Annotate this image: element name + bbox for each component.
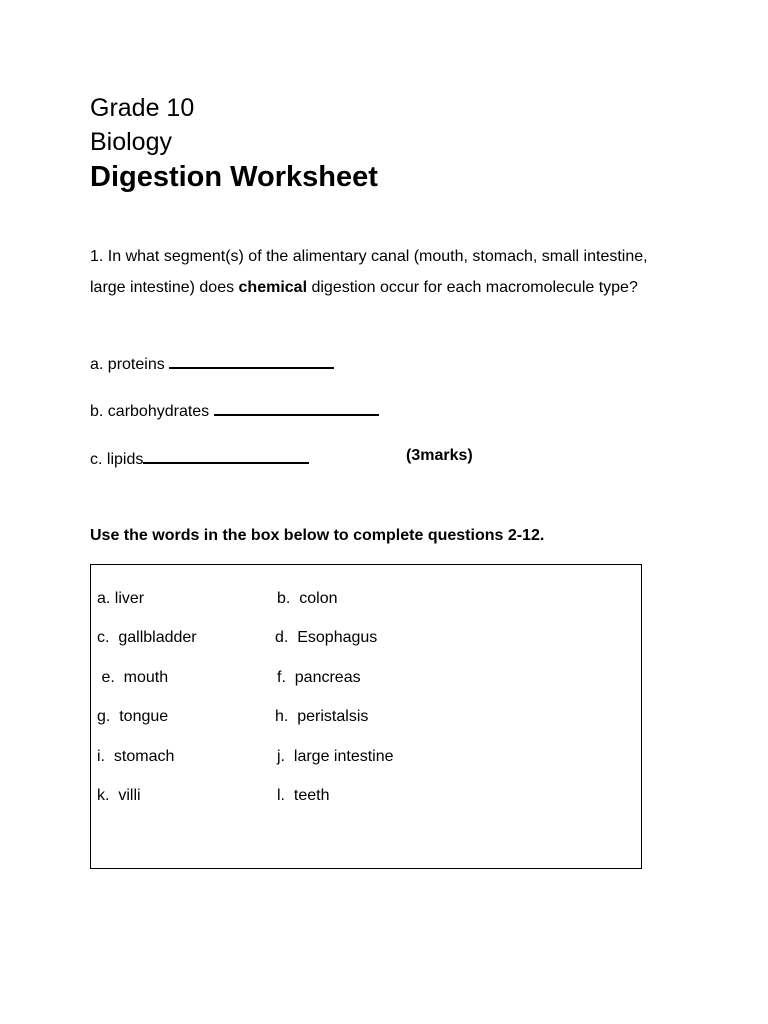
answer-line-lipids [90,446,309,470]
word-bank-item: d. Esophagus [275,629,378,646]
word-bank-item: a. liver [97,590,145,607]
answer-blank-lipids[interactable] [143,446,309,464]
word-bank-item: j. large intestine [277,748,394,765]
answer-label-carbohydrates: b. carbohydrates [90,403,214,420]
question-1-emphasis: chemical [238,279,308,296]
question-1-text-before: 1. In what segment(s) of the alimentary canal (mouth, stomach, small intestine, large intestine) does [90,248,648,296]
word-bank-item: f. pancreas [277,669,361,686]
word-bank-item: c. gallbladder [97,629,197,646]
question-1 [90,241,650,303]
answer-blank-carbohydrates[interactable] [214,398,379,416]
answer-label-lipids: c. lipids [90,451,144,468]
word-bank-item: l. teeth [277,787,330,804]
word-bank-item: b. colon [277,590,338,607]
subject-heading: Biology [90,128,172,156]
answer-line-carbohydrates [90,398,379,422]
answer-label-proteins: a. proteins [90,356,170,373]
word-bank-box [90,564,642,869]
word-bank-item: g. tongue [97,708,169,725]
word-bank-item: e. mouth [97,669,169,686]
answer-blank-proteins[interactable] [169,351,334,369]
marks-label: (3marks) [406,447,473,464]
word-bank-item: k. villi [97,787,141,804]
question-1-text-after: digestion occur for each macromolecule type? [307,279,638,296]
word-bank-item: i. stomach [97,748,175,765]
worksheet-title: Digestion Worksheet [90,161,378,193]
grade-heading: Grade 10 [90,94,195,122]
word-bank-item: h. peristalsis [275,708,369,725]
answer-line-proteins [90,351,334,375]
instruction-text: Use the words in the box below to complete questions 2-12. [90,527,545,544]
